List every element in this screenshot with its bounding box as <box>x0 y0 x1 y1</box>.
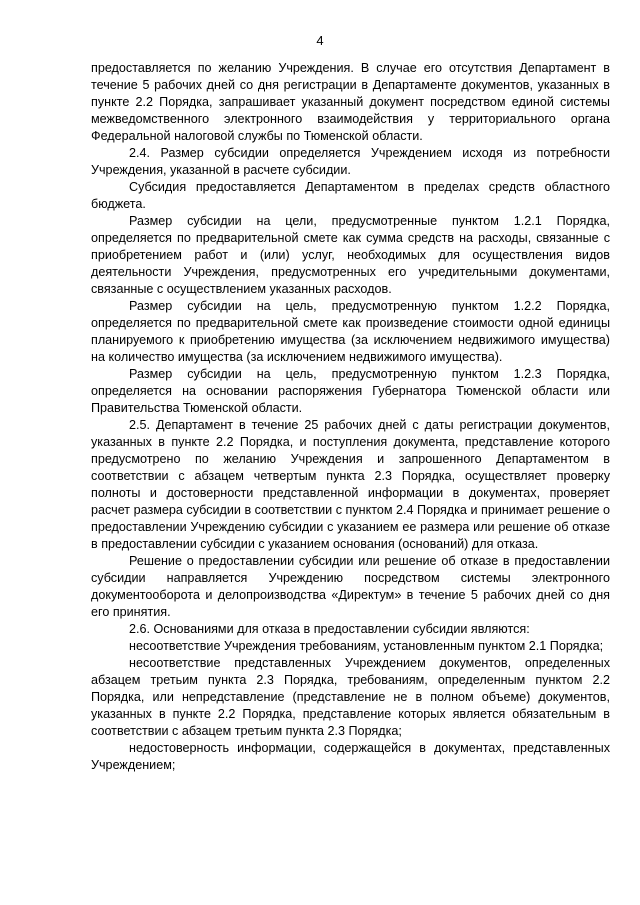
paragraph-continuation: предоставляется по желанию Учреждения. В случае его отсутствия Департамент в течение 5 рабочих дней со дня регистрации в Департаменте документов, указанных в пункте 2.2 Порядка, запрашивает указанный документ посредством единой системы межведомственного электронного взаимодействия у территориального органа Федеральной налоговой службы по Тюменской области. <box>91 61 610 143</box>
paragraph-subsidy-1-2-3: Размер субсидии на цель, предусмотренную пунктом 1.2.3 Порядка, определяется на основании распоряжения Губернатора Тюменской области или Правительства Тюменской области. <box>91 367 610 415</box>
paragraph-subsidy-budget-limits: Субсидия предоставляется Департаментом в пределах средств областного бюджета. <box>91 180 610 211</box>
paragraph-subsidy-1-2-1: Размер субсидии на цели, предусмотренные пунктом 1.2.1 Порядка, определяется по предварительной смете как сумма средств на расходы, связанные с приобретением работ и (или) услуг, необходимых для осуществления видов деятельности Учреждения, предусмотренных его учредительными документами, связанные с осуществлением указанных расходов. <box>91 214 610 296</box>
page-number: 4 <box>316 33 324 48</box>
paragraph-2-6-refusal-grounds: 2.6. Основаниями для отказа в предоставлении субсидии являются: <box>129 622 530 636</box>
paragraph-2-5-department-review: 2.5. Департамент в течение 25 рабочих дней с даты регистрации документов, указанных в пункте 2.2 Порядка, и поступления документа, представление которого предусмотрено по желанию Учреждения и запрошенного Департаментом в соответствии с абзацем четвертым пункта 2.3 Порядка, осуществляет проверку полноты и достоверности представленной информации в документах, проверяет расчет размера субсидии в соответствии с пунктом 2.4 Порядка и принимает решение о предоставлении Учреждению субсидии с указанием ее размера или решение об отказе в предоставлении субсидии с указанием основания (оснований) для отказа. <box>91 418 610 551</box>
document-body <box>91 60 610 774</box>
list-item-refusal-unreliable-info: недостоверность информации, содержащейся в документах, представленных Учреждением; <box>91 741 610 772</box>
paragraph-subsidy-1-2-2: Размер субсидии на цель, предусмотренную пунктом 1.2.2 Порядка, определяется по предварительной смете как произведение стоимости одной единицы планируемого к приобретению имущества (за исключением недвижимого имущества) на количество имущества (за исключением недвижимого имущества). <box>91 299 610 364</box>
paragraph-decision-notification: Решение о предоставлении субсидии или решение об отказе в предоставлении субсидии направляется Учреждению посредством системы электронного документооборота и делопроизводства «Директум» в течение 5 рабочих дней со дня его принятия. <box>91 554 610 619</box>
paragraph-2-4-subsidy-size: 2.4. Размер субсидии определяется Учреждением исходя из потребности Учреждения, указанной в расчете субсидии. <box>91 146 610 177</box>
list-item-refusal-requirements: несоответствие Учреждения требованиям, установленным пунктом 2.1 Порядка; <box>129 639 604 653</box>
list-item-refusal-documents: несоответствие представленных Учреждением документов, определенных абзацем третьим пункта 2.3 Порядка, требованиям, определенным пунктом 2.2 Порядка, или непредставление (представление не в полном объеме) документов, указанных в пункте 2.2 Порядка, представление которых является обязательным в соответствии с абзацем третьим пункта 2.3 Порядка; <box>91 656 610 738</box>
